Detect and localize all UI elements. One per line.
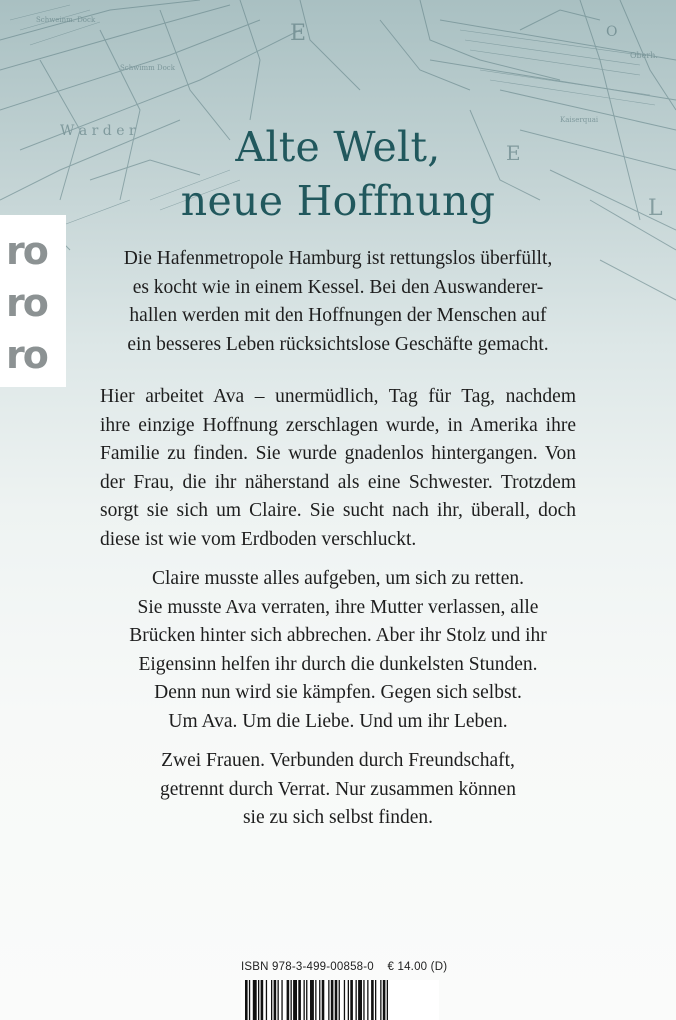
text-line: ein besseres Leben rücksichtslose Geschäfte gemacht. [127,333,549,355]
isbn-number: ISBN 978-3-499-00858-0 [241,961,374,973]
map-label-e2: E [506,141,521,165]
barcode-bar [339,980,340,1020]
barcode-bar [271,980,272,1020]
barcode-bar [367,980,368,1020]
barcode-bar [278,980,279,1020]
barcode-bar [319,980,320,1020]
map-label-warder: W a r d e r [60,123,136,139]
blurb-paragraph-2 [100,383,576,554]
barcode-bar [375,980,376,1020]
barcode-bar [380,980,381,1020]
barcode-bar [356,980,357,1020]
barcode-bar [348,980,349,1020]
blurb-paragraph-3 [100,565,576,736]
text-line: Familie zu finden. Sie wurde gnadenlos hintergangen. Von [100,443,576,464]
text-line: Um Ava. Um die Liebe. Und um ihr Leben. [168,710,508,732]
barcode-bar [350,980,353,1020]
map-label-e1: E [290,21,307,46]
blurb-paragraph-1 [100,245,576,359]
barcode-bar [371,980,374,1020]
text-line: Eigensinn helfen ihr durch die dunkelsten Stunden. [138,653,538,675]
book-title-line-1: Alte Welt, [235,123,441,171]
text-line: getrennt durch Verrat. Nur zusammen können [160,778,516,800]
map-label-kaiserquai: Kaiserquai [560,116,599,124]
text-line: ihre einzige Hoffnung zerschlagen wurde, in Amerika ihre [100,414,576,436]
barcode-bar [315,980,316,1020]
map-label-schweinm-dock: Schweinm. Dock [36,16,96,24]
text-line: Denn nun wird sie kämpfen. Gegen sich selbst. [154,682,522,703]
barcode-bar [383,980,386,1020]
text-line: hallen werden mit den Hoffnungen der Menschen auf [129,305,547,326]
text-line: sie zu sich selbst finden. [242,807,434,828]
map-label-l: L [648,196,663,221]
book-title-line-2: neue Hoffnung [180,177,496,225]
barcode-bar [322,980,325,1020]
map-label-schwimm-dock: Schwimm Dock [120,64,175,72]
blurb-paragraph-4 [100,747,576,833]
barcode-bar [331,980,334,1020]
text-line: der Frau, die ihr näherstand als eine Schwester. Trotzdem [100,471,576,493]
map-label-o: O [606,24,618,40]
barcode-bar [245,980,248,1020]
isbn-price-line [241,961,447,973]
barcode-bar [358,980,362,1020]
text-line: diese ist wie vom Erdboden verschluckt. [100,528,417,550]
barcode [241,980,439,1020]
barcode-bar [304,980,305,1020]
barcode-bar [306,980,307,1020]
barcode-bar [363,980,364,1020]
text-line: Claire musste alles aufgeben, um sich zu retten. [151,568,524,589]
text-line: Hier arbeitet Ava – unermüdlich, Tag für Tag, nachdem [100,386,576,407]
barcode-bar [310,980,314,1020]
price: € 14.00 (D) [387,961,448,973]
barcode-bar [293,980,297,1020]
barcode-bar [266,980,267,1020]
barcode-bar [335,980,338,1020]
text-line: Zwei Frauen. Verbunden durch Freundschaft, [161,750,515,771]
barcode-bar [291,980,292,1020]
barcode-bar [253,980,257,1020]
text-line: sorgt sie sich um Claire. Sie sucht nach ihr, überall, doch [100,500,576,521]
barcode-bar [258,980,259,1020]
barcode-bar [274,980,277,1020]
text-line: Brücken hinter sich abbrechen. Aber ihr Stolz und ihr [129,625,547,646]
text-line: Die Hafenmetropole Hamburg ist rettungslos überfüllt, [123,248,553,269]
barcode-bar [249,980,250,1020]
barcode-bar [298,980,301,1020]
barcode-bar [387,980,388,1020]
map-label-oberh: Oberh. [630,51,658,60]
barcode-bar [287,980,290,1020]
barcode-bar [344,980,345,1020]
text-line: es kocht wie in einem Kessel. Bei den Auswanderer- [132,276,544,298]
barcode-bar [281,980,282,1020]
barcode-bar [328,980,329,1020]
text-line: Sie musste Ava verraten, ihre Mutter verlassen, alle [137,596,539,618]
barcode-bar [261,980,264,1020]
publisher-logo-rororo: ro ro ro [0,215,66,387]
